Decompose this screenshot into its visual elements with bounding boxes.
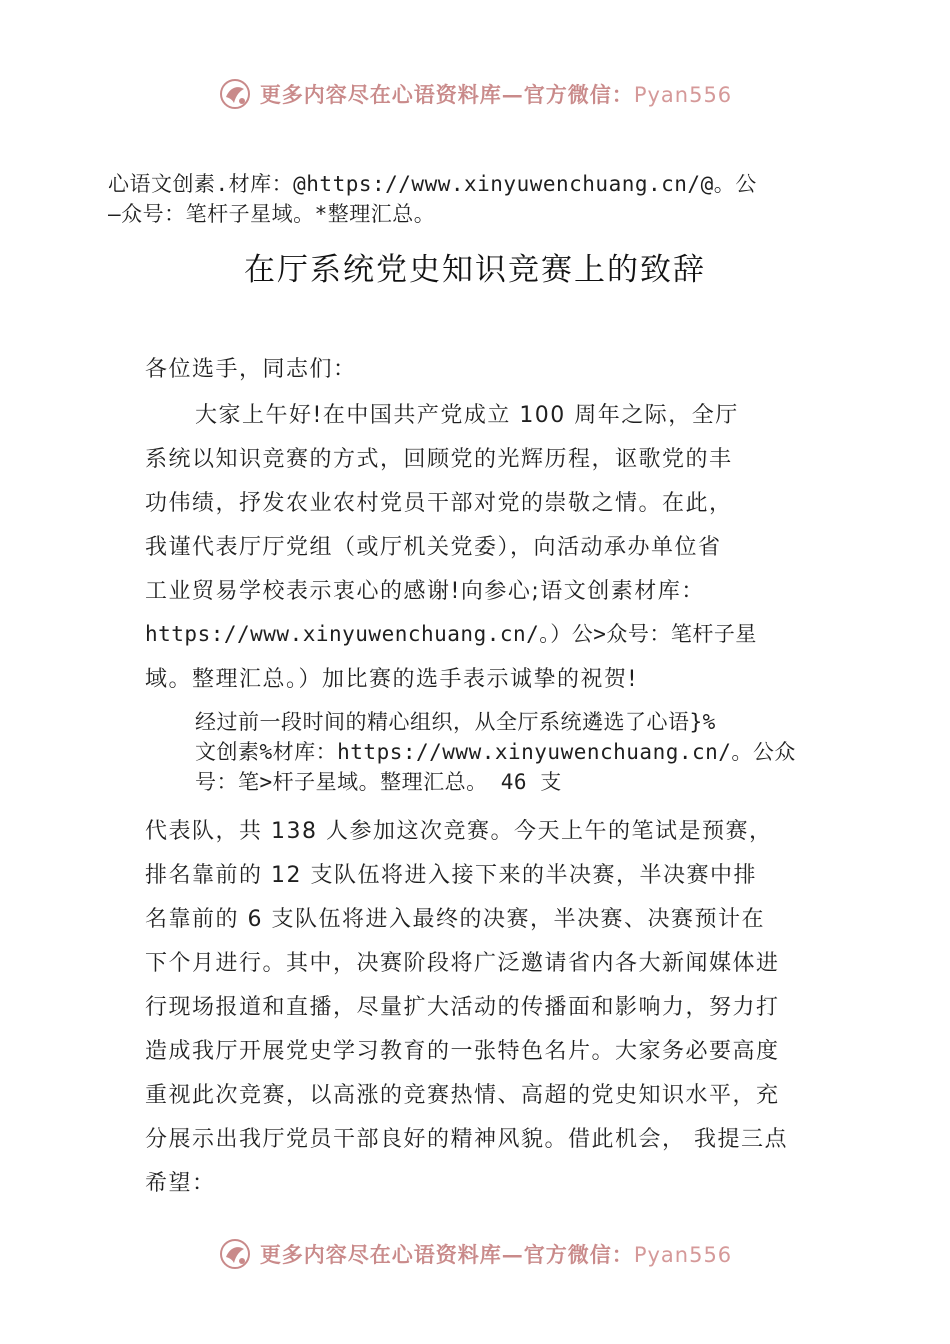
calligraphy-seal-icon <box>218 1237 252 1271</box>
paragraph1-line-6: https://www.xinyuwenchuang.cn/。）公>众号：笔杆子星 <box>145 622 757 646</box>
paragraph2-line-9: 希望： <box>145 1171 216 1196</box>
paragraph2-line-1: 代表队，共 138 人参加这次竞赛。今天上午的笔试是预赛， <box>145 819 773 844</box>
paragraph2-inset-line-2: 文创素%材库：https://www.xinyuwenchuang.cn/。公众 <box>195 740 796 764</box>
banner-text <box>260 79 732 109</box>
header-note-line-2: —众号：笔杆子星域。*整理汇总。 <box>108 202 436 226</box>
bottom-banner <box>0 1232 950 1276</box>
paragraph2-line-7: 重视此次竞赛，以高涨的竞赛热情、高超的党史知识水平，充 <box>145 1083 780 1108</box>
paragraph2-line-6: 造成我厅开展党史学习教育的一张特色名片。大家务必要高度 <box>145 1039 780 1064</box>
paragraph1-line-5: 工业贸易学校表示衷心的感谢!向参心;语文创素材库： <box>145 579 705 604</box>
banner-label-bottom: 更多内容尽在心语资料库—官方微信： <box>259 1242 634 1267</box>
paragraph2-line-2: 排名靠前的 12 支队伍将进入接下来的半决赛，半决赛中排 <box>145 863 757 888</box>
page-title: 在厅系统党史知识竞赛上的致辞 <box>244 252 706 288</box>
paragraph1-line-7: 域。整理汇总。）加比赛的选手表示诚挚的祝贺! <box>145 667 638 692</box>
header-note-line-1: 心语文创素.材库：@https://www.xinyuwenchuang.cn/@。公 <box>108 172 757 196</box>
top-banner <box>0 72 950 116</box>
banner-label: 更多内容尽在心语资料库—官方微信： <box>259 82 634 107</box>
paragraph2-inset-line-1: 经过前一段时间的精心组织，从全厅系统遴选了心语}% <box>195 710 716 734</box>
paragraph1-line-1: 大家上午好!在中国共产党成立 100 周年之际，全厅 <box>195 403 739 428</box>
wechat-id: Pyan556 <box>633 83 733 107</box>
paragraph1-line-3: 功伟绩，抒发农业农村党员干部对党的崇敬之情。在此， <box>145 491 733 516</box>
wechat-id-bottom: Pyan556 <box>633 1243 733 1267</box>
paragraph2-inset-line-3: 号：笔>杆子星域。整理汇总。 46 支 <box>195 770 562 794</box>
banner-text-bottom <box>260 1239 732 1269</box>
salutation: 各位选手，同志们： <box>145 357 357 382</box>
paragraph2-line-8: 分展示出我厅党员干部良好的精神风貌。借此机会， 我提三点 <box>145 1127 788 1152</box>
paragraph2-line-5: 行现场报道和直播，尽量扩大活动的传播面和影响力，努力打 <box>145 995 780 1020</box>
paragraph1-line-4: 我谨代表厅厅党组（或厅机关党委），向活动承办单位省 <box>145 535 722 560</box>
calligraphy-seal-icon <box>218 77 252 111</box>
paragraph2-line-4: 下个月进行。其中，决赛阶段将广泛邀请省内各大新闻媒体进 <box>145 951 780 976</box>
paragraph2-line-3: 名靠前的 6 支队伍将进入最终的决赛，半决赛、决赛预计在 <box>145 907 765 932</box>
paragraph1-line-2: 系统以知识竞赛的方式，回顾党的光辉历程，讴歌党的丰 <box>145 447 733 472</box>
